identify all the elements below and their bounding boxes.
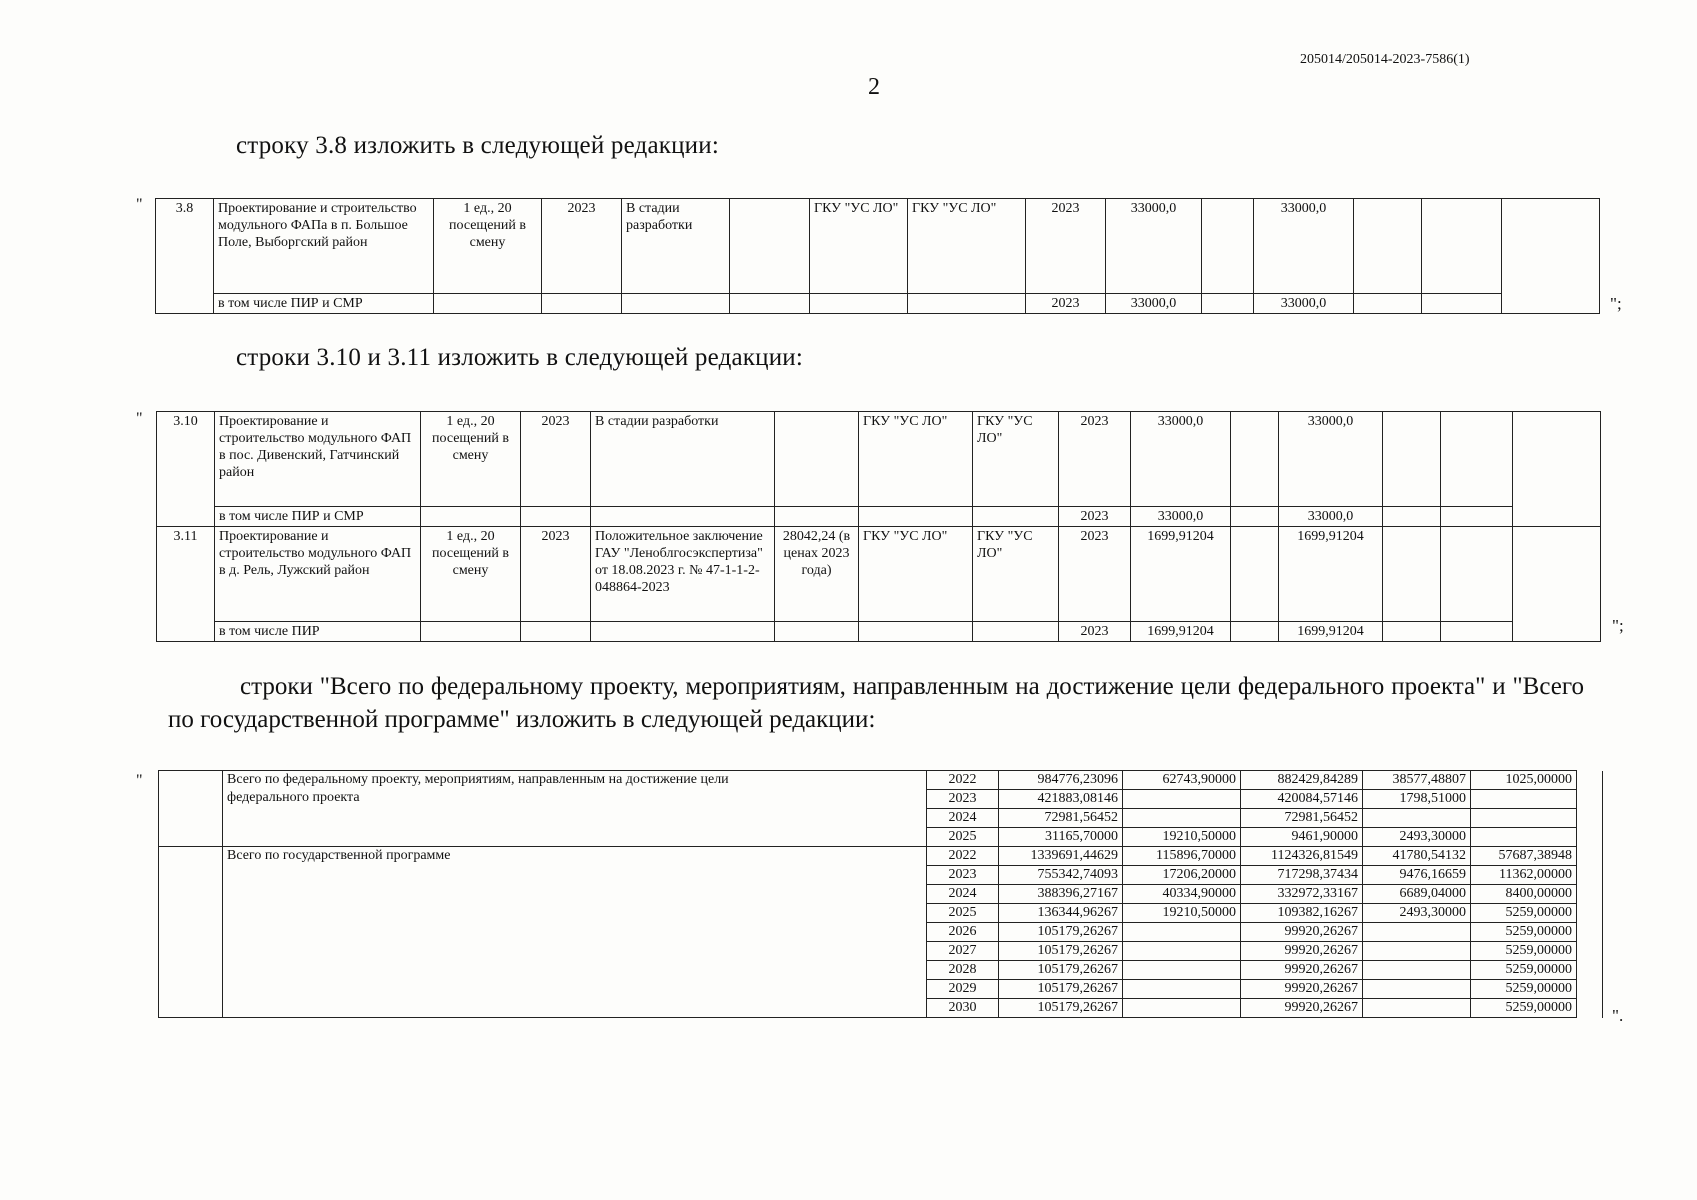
cell-regional: 9461,90000 xyxy=(1241,828,1363,847)
customer: ГКУ "УС ЛО" xyxy=(859,527,973,622)
empty-cell xyxy=(421,507,521,527)
fin-year: 2023 xyxy=(1059,527,1131,622)
totals-table xyxy=(158,770,1603,1018)
sub-label: в том числе ПИР и СМР xyxy=(215,507,421,527)
cell-other: 5259,00000 xyxy=(1471,923,1577,942)
empty-cell xyxy=(1577,999,1603,1018)
cell-other: 5259,00000 xyxy=(1471,980,1577,999)
table-row xyxy=(157,622,1601,642)
empty-cell xyxy=(1441,507,1513,527)
status: В стадии разработки xyxy=(591,412,775,507)
regional: 33000,0 xyxy=(1279,412,1383,507)
cell-total: 984776,23096 xyxy=(999,771,1123,790)
cell-local xyxy=(1363,809,1471,828)
object-name: Проектирование и строительство модульного ФАПа в п. Большое Поле, Выборгский район xyxy=(214,199,434,294)
cell-local xyxy=(1363,999,1471,1018)
empty-cell xyxy=(859,622,973,642)
cell-total: 105179,26267 xyxy=(999,942,1123,961)
empty-cell xyxy=(1354,294,1422,314)
sub-year: 2023 xyxy=(1059,507,1131,527)
object-name: Проектирование и строительство модульного ФАП в пос. Дивенский, Гатчинский район xyxy=(215,412,421,507)
empty-cell xyxy=(1513,527,1601,642)
empty-cell xyxy=(810,294,908,314)
empty-cell xyxy=(1441,412,1513,507)
empty-cell xyxy=(1577,847,1603,866)
cell-other xyxy=(1471,828,1577,847)
cell-year: 2022 xyxy=(927,847,999,866)
empty-cell xyxy=(1577,904,1603,923)
empty-cell xyxy=(622,294,730,314)
empty-cell xyxy=(1354,199,1422,294)
table-row xyxy=(156,199,1600,294)
document-number: 205014/205014-2023-7586(1) xyxy=(1300,52,1470,67)
status: Положительное заключение ГАУ "Леноблгосэкспертиза" от 18.08.2023 г. № 47-1-1-2-048864-2023 xyxy=(591,527,775,622)
cell-total: 72981,56452 xyxy=(999,809,1123,828)
federal xyxy=(1202,199,1254,294)
empty-cell xyxy=(775,507,859,527)
cell-regional: 717298,37434 xyxy=(1241,866,1363,885)
cell-federal xyxy=(1123,980,1241,999)
empty-cell xyxy=(421,622,521,642)
sub-regional: 33000,0 xyxy=(1254,294,1354,314)
table-row xyxy=(157,507,1601,527)
cell-total: 105179,26267 xyxy=(999,999,1123,1018)
cell-regional: 99920,26267 xyxy=(1241,942,1363,961)
cell-federal xyxy=(1123,790,1241,809)
capacity: 1 ед., 20 посещений в смену xyxy=(421,527,521,622)
status: В стадии разработки xyxy=(622,199,730,294)
cell-regional: 420084,57146 xyxy=(1241,790,1363,809)
section1-heading: строку 3.8 изложить в следующей редакции: xyxy=(236,132,719,159)
sub-label: в том числе ПИР и СМР xyxy=(214,294,434,314)
cell-regional: 1124326,81549 xyxy=(1241,847,1363,866)
cell-federal xyxy=(1123,961,1241,980)
sub-label: в том числе ПИР xyxy=(215,622,421,642)
capacity: 1 ед., 20 посещений в смену xyxy=(434,199,542,294)
quote-close-mark: "; xyxy=(1610,294,1622,313)
cell-federal xyxy=(1123,809,1241,828)
cell-local: 1798,51000 xyxy=(1363,790,1471,809)
cell-other: 5259,00000 xyxy=(1471,999,1577,1018)
empty-cell xyxy=(908,294,1026,314)
empty-cell xyxy=(1577,771,1603,790)
empty-cell xyxy=(159,771,223,847)
cell-regional: 99920,26267 xyxy=(1241,980,1363,999)
developer: ГКУ "УС ЛО" xyxy=(908,199,1026,294)
table-row xyxy=(157,527,1601,622)
cell-local xyxy=(1363,942,1471,961)
cell-total: 755342,74093 xyxy=(999,866,1123,885)
empty-cell xyxy=(591,507,775,527)
sub-total: 33000,0 xyxy=(1131,507,1231,527)
cell-federal: 19210,50000 xyxy=(1123,828,1241,847)
table-row xyxy=(159,847,1603,866)
empty-cell xyxy=(1577,980,1603,999)
cell-other: 11362,00000 xyxy=(1471,866,1577,885)
sub-regional: 33000,0 xyxy=(1279,507,1383,527)
customer: ГКУ "УС ЛО" xyxy=(859,412,973,507)
table-row xyxy=(157,412,1601,507)
empty-cell xyxy=(521,507,591,527)
cell-year: 2025 xyxy=(927,828,999,847)
cell-regional: 99920,26267 xyxy=(1241,923,1363,942)
cell-year: 2023 xyxy=(927,866,999,885)
table-row xyxy=(159,771,1603,790)
quote-open-mark: " xyxy=(136,410,143,427)
rows-3-10-3-11-table xyxy=(156,411,1601,642)
empty-cell xyxy=(1383,527,1441,622)
regional: 33000,0 xyxy=(1254,199,1354,294)
table-row xyxy=(156,294,1600,314)
cell-other: 5259,00000 xyxy=(1471,904,1577,923)
cost xyxy=(775,412,859,507)
cell-local: 38577,48807 xyxy=(1363,771,1471,790)
year: 2023 xyxy=(521,527,591,622)
row-3-8-table xyxy=(155,198,1600,314)
empty-cell xyxy=(1577,809,1603,828)
row-number: 3.10 xyxy=(157,412,215,527)
developer: ГКУ "УС ЛО" xyxy=(973,527,1059,622)
cell-year: 2028 xyxy=(927,961,999,980)
cell-other: 8400,00000 xyxy=(1471,885,1577,904)
year: 2023 xyxy=(542,199,622,294)
row-number: 3.11 xyxy=(157,527,215,642)
cell-year: 2025 xyxy=(927,904,999,923)
cell-local xyxy=(1363,923,1471,942)
capacity: 1 ед., 20 посещений в смену xyxy=(421,412,521,507)
cell-total: 136344,96267 xyxy=(999,904,1123,923)
cell-year: 2024 xyxy=(927,809,999,828)
customer: ГКУ "УС ЛО" xyxy=(810,199,908,294)
cost: 28042,24 (в ценах 2023 года) xyxy=(775,527,859,622)
empty-cell xyxy=(434,294,542,314)
empty-cell xyxy=(730,294,810,314)
sub-year: 2023 xyxy=(1026,294,1106,314)
empty-cell xyxy=(159,847,223,1018)
empty-cell xyxy=(1422,199,1502,294)
empty-cell xyxy=(1202,294,1254,314)
object-name: Проектирование и строительство модульного ФАП в д. Рель, Лужский район xyxy=(215,527,421,622)
cell-total: 421883,08146 xyxy=(999,790,1123,809)
quote-close-mark: "; xyxy=(1612,616,1624,635)
cell-regional: 99920,26267 xyxy=(1241,999,1363,1018)
cell-year: 2022 xyxy=(927,771,999,790)
cell-other: 1025,00000 xyxy=(1471,771,1577,790)
cell-regional: 109382,16267 xyxy=(1241,904,1363,923)
empty-cell xyxy=(521,622,591,642)
cell-year: 2026 xyxy=(927,923,999,942)
empty-cell xyxy=(1577,866,1603,885)
cell-total: 1339691,44629 xyxy=(999,847,1123,866)
cell-federal xyxy=(1123,999,1241,1018)
cell-local: 41780,54132 xyxy=(1363,847,1471,866)
empty-cell xyxy=(591,622,775,642)
cell-other: 57687,38948 xyxy=(1471,847,1577,866)
total: 33000,0 xyxy=(1131,412,1231,507)
cell-regional: 882429,84289 xyxy=(1241,771,1363,790)
empty-cell xyxy=(1383,507,1441,527)
cell-regional: 332972,33167 xyxy=(1241,885,1363,904)
cell-other: 5259,00000 xyxy=(1471,942,1577,961)
cell-federal xyxy=(1123,923,1241,942)
empty-cell xyxy=(1502,199,1600,314)
cell-federal: 115896,70000 xyxy=(1123,847,1241,866)
cell-federal: 17206,20000 xyxy=(1123,866,1241,885)
empty-cell xyxy=(1231,527,1279,622)
cell-other xyxy=(1471,790,1577,809)
total: 1699,91204 xyxy=(1131,527,1231,622)
empty-cell xyxy=(1383,622,1441,642)
empty-cell xyxy=(1441,622,1513,642)
empty-cell xyxy=(775,622,859,642)
cell-total: 105179,26267 xyxy=(999,923,1123,942)
sub-total: 1699,91204 xyxy=(1131,622,1231,642)
cell-federal xyxy=(1123,942,1241,961)
cost xyxy=(730,199,810,294)
sub-year: 2023 xyxy=(1059,622,1131,642)
empty-cell xyxy=(542,294,622,314)
row-number: 3.8 xyxy=(156,199,214,314)
quote-open-mark: " xyxy=(136,772,143,789)
section2-heading: строки 3.10 и 3.11 изложить в следующей редакции: xyxy=(236,344,804,371)
empty-cell xyxy=(1577,828,1603,847)
group-label: Всего по государственной программе xyxy=(223,847,927,1018)
empty-cell xyxy=(1441,527,1513,622)
quote-open-mark: " xyxy=(136,196,143,213)
cell-federal: 62743,90000 xyxy=(1123,771,1241,790)
quote-close-mark: ". xyxy=(1612,1006,1624,1025)
cell-federal: 40334,90000 xyxy=(1123,885,1241,904)
section3-paragraph: строки "Всего по федеральному проекту, мероприятиям, направленным на достижение цели федерального проекта" и "Всего по государственной программе" изложить в следующей редакции: xyxy=(168,673,1584,733)
cell-federal: 19210,50000 xyxy=(1123,904,1241,923)
cell-local: 6689,04000 xyxy=(1363,885,1471,904)
empty-cell xyxy=(1577,961,1603,980)
fin-year: 2023 xyxy=(1026,199,1106,294)
year: 2023 xyxy=(521,412,591,507)
total: 33000,0 xyxy=(1106,199,1202,294)
sub-total: 33000,0 xyxy=(1106,294,1202,314)
cell-local xyxy=(1363,980,1471,999)
cell-other xyxy=(1471,809,1577,828)
cell-regional: 72981,56452 xyxy=(1241,809,1363,828)
cell-year: 2027 xyxy=(927,942,999,961)
cell-total: 105179,26267 xyxy=(999,980,1123,999)
empty-cell xyxy=(1231,507,1279,527)
cell-year: 2029 xyxy=(927,980,999,999)
empty-cell xyxy=(1383,412,1441,507)
sub-regional: 1699,91204 xyxy=(1279,622,1383,642)
cell-regional: 99920,26267 xyxy=(1241,961,1363,980)
cell-total: 388396,27167 xyxy=(999,885,1123,904)
page-number: 2 xyxy=(868,74,880,100)
empty-cell xyxy=(1422,294,1502,314)
cell-total: 105179,26267 xyxy=(999,961,1123,980)
cell-local: 2493,30000 xyxy=(1363,828,1471,847)
cell-local xyxy=(1363,961,1471,980)
cell-year: 2023 xyxy=(927,790,999,809)
cell-year: 2030 xyxy=(927,999,999,1018)
empty-cell xyxy=(1513,412,1601,527)
empty-cell xyxy=(859,507,973,527)
empty-cell xyxy=(973,507,1059,527)
empty-cell xyxy=(1231,622,1279,642)
cell-local: 2493,30000 xyxy=(1363,904,1471,923)
cell-year: 2024 xyxy=(927,885,999,904)
empty-cell xyxy=(1577,942,1603,961)
developer: ГКУ "УС ЛО" xyxy=(973,412,1059,507)
empty-cell xyxy=(1231,412,1279,507)
regional: 1699,91204 xyxy=(1279,527,1383,622)
empty-cell xyxy=(1577,790,1603,809)
empty-cell xyxy=(1577,885,1603,904)
empty-cell xyxy=(1577,923,1603,942)
cell-total: 31165,70000 xyxy=(999,828,1123,847)
cell-local: 9476,16659 xyxy=(1363,866,1471,885)
cell-other: 5259,00000 xyxy=(1471,961,1577,980)
group-label: Всего по федеральному проекту, мероприятиям, направленным на достижение цели федерального проекта xyxy=(223,771,927,847)
empty-cell xyxy=(973,622,1059,642)
fin-year: 2023 xyxy=(1059,412,1131,507)
